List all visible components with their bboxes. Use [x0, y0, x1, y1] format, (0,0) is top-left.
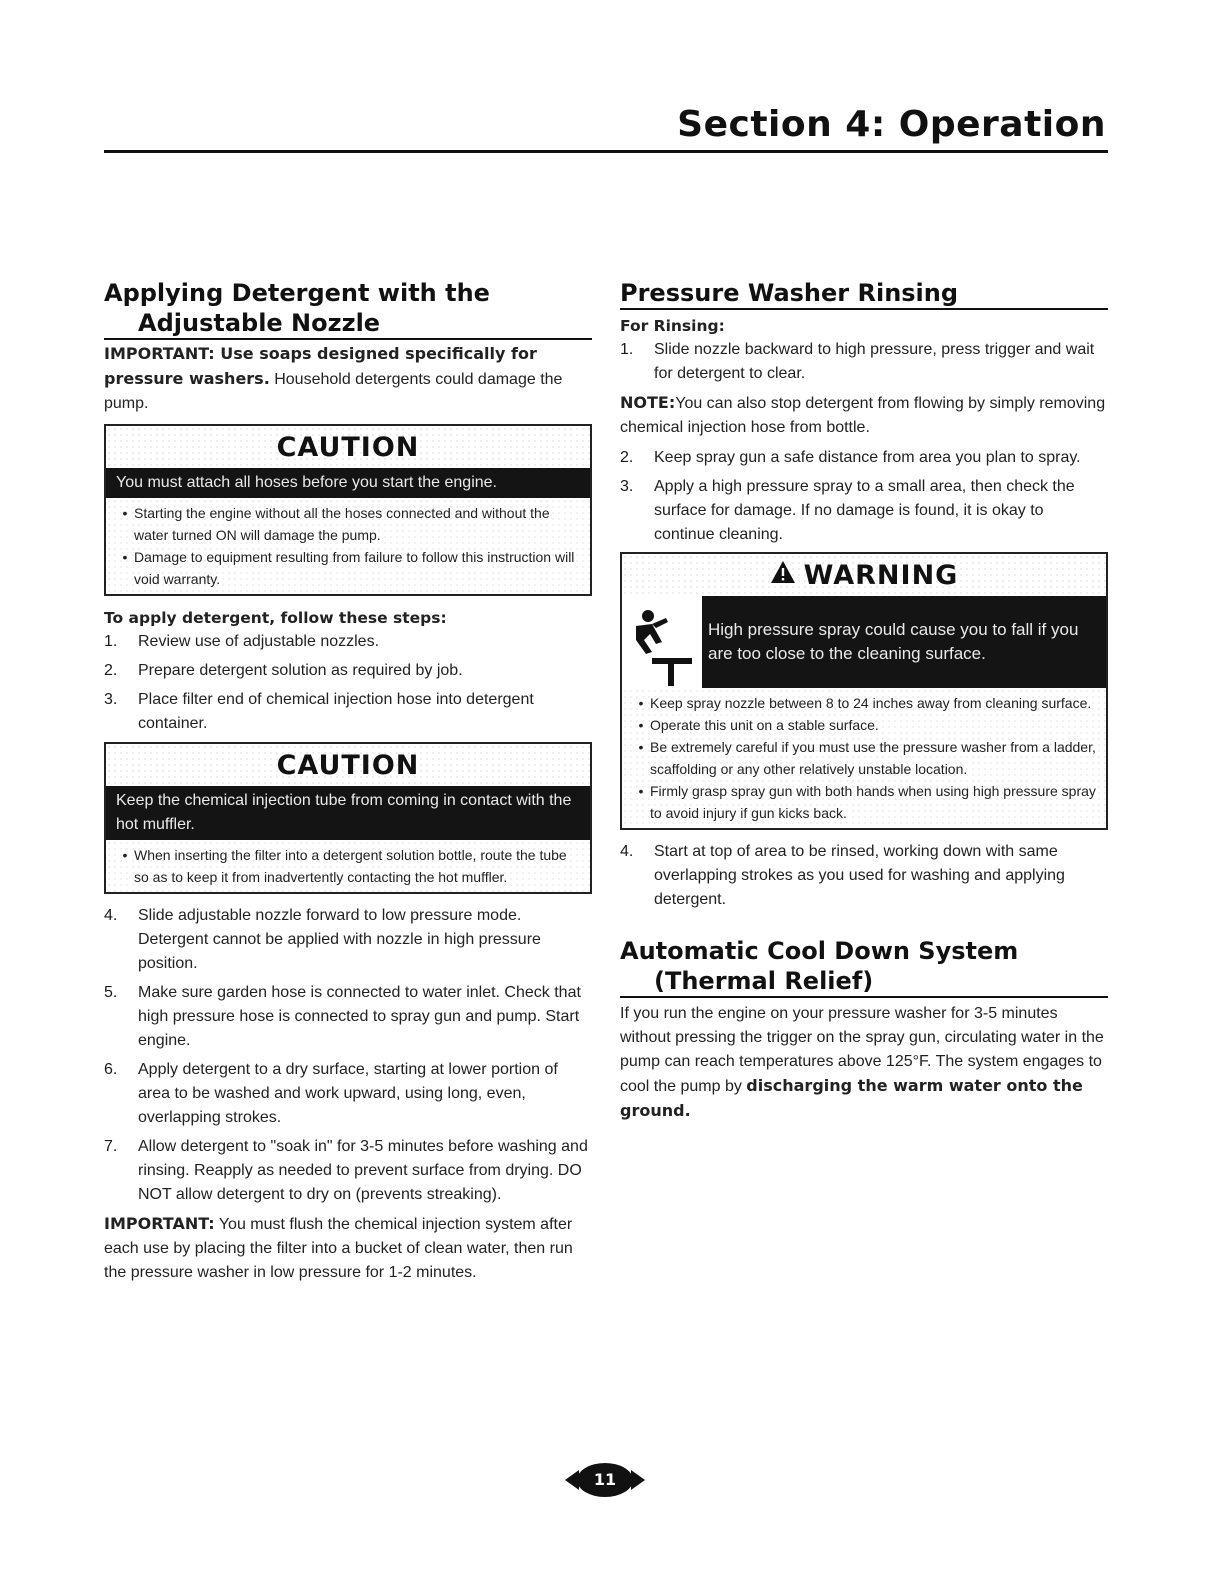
list-item	[104, 1135, 592, 1207]
for-rinsing-label: For Rinsing:	[620, 317, 725, 335]
falling-person-icon	[622, 596, 702, 688]
cooldown-text: If you run the engine on your pressure washer for 3-5 minutes without pressing the trigger on the spray gun, circulating water in the pump can reach temperatures above 125°F. The system engages to cool the pump by	[620, 1005, 1104, 1095]
left-column	[104, 278, 592, 1285]
cooldown-bold: discharging the warm water onto the ground.	[620, 1076, 1083, 1120]
warning-triangle-icon	[770, 560, 796, 591]
bullet-text: Keep spray nozzle between 8 to 24 inches away from cleaning surface.	[650, 695, 1092, 711]
step-number: 7.	[104, 1138, 118, 1155]
caution-banner: Keep the chemical injection tube from coming in contact with the hot muffler.	[106, 786, 590, 840]
step-number: 2.	[104, 662, 118, 679]
bullet-text: Starting the engine without all the hoses connected and without the water turned ON will damage the pump.	[134, 505, 550, 543]
bullet-item	[116, 502, 580, 546]
list-item	[620, 338, 1108, 386]
list-item	[104, 688, 592, 736]
bullet-item	[116, 844, 580, 888]
warning-bullets	[622, 688, 1106, 828]
detergent-heading-line2: Adjustable Nozzle	[138, 309, 381, 337]
step-text: Place filter end of chemical injection hose into detergent container.	[138, 691, 534, 732]
step-text: Apply detergent to a dry surface, starting at lower portion of area to be washed and work upward, using long, even, overlapping strokes.	[138, 1061, 558, 1126]
cooldown-paragraph	[620, 1002, 1108, 1124]
step-number: 4.	[620, 843, 634, 860]
important-rest: Household detergents could damage the pump.	[104, 371, 563, 412]
caution-bullets	[106, 498, 590, 594]
list-item	[620, 840, 1108, 912]
step-text: Make sure garden hose is connected to water inlet. Check that high pressure hose is connected to spray gun and pump. Start engine.	[138, 984, 581, 1049]
note-rest: You can also stop detergent from flowing by simply removing chemical injection hose from bottle.	[620, 395, 1106, 436]
rinsing-heading: Pressure Washer Rinsing	[620, 278, 1108, 310]
detergent-heading	[104, 278, 592, 340]
bullet-text: Firmly grasp spray gun with both hands when using high pressure spray to avoid injury if gun kicks back.	[650, 783, 1096, 821]
caution-title: CAUTION	[106, 744, 590, 786]
bullet-item	[632, 714, 1096, 736]
step-number: 1.	[620, 341, 634, 358]
bullet-icon: •	[638, 739, 644, 755]
detergent-heading-line1: Applying Detergent with the	[104, 279, 490, 307]
note-bold: NOTE:	[620, 393, 676, 412]
detergent-steps-list	[104, 630, 592, 736]
warning-header	[622, 554, 1106, 596]
list-item	[620, 446, 1108, 470]
step-text: Slide nozzle backward to high pressure, press trigger and wait for detergent to clear.	[654, 341, 1095, 382]
warning-banner	[622, 596, 1106, 688]
bullet-item	[632, 736, 1096, 780]
list-item	[620, 475, 1108, 547]
step-text: Slide adjustable nozzle forward to low pressure mode. Detergent cannot be applied with nozzle in high pressure position.	[138, 907, 541, 972]
caution-box-hoses	[104, 424, 592, 596]
page-number: 11	[593, 1470, 617, 1489]
rinsing-step-4	[620, 840, 1108, 912]
step-number: 3.	[620, 478, 634, 495]
list-item	[104, 659, 592, 683]
step-text: Allow detergent to "soak in" for 3-5 minutes before washing and rinsing. Reapply as needed to prevent surface from drying. DO NOT allow detergent to dry on (prevents streaking).	[138, 1138, 588, 1203]
detergent-steps-list-continued	[104, 904, 592, 1207]
bullet-icon: •	[122, 549, 128, 565]
step-text: Prepare detergent solution as required by job.	[138, 662, 463, 679]
step-number: 1.	[104, 633, 118, 650]
steps-heading: To apply detergent, follow these steps:	[104, 609, 447, 627]
cooldown-heading	[620, 936, 1108, 998]
bullet-icon: •	[638, 695, 644, 711]
warning-box	[620, 552, 1108, 830]
step-text: Review use of adjustable nozzles.	[138, 633, 380, 650]
list-item	[104, 630, 592, 654]
bullet-item	[632, 780, 1096, 824]
bullet-text: When inserting the filter into a detergent solution bottle, route the tube so as to keep it from inadvertently contacting the hot muffler.	[134, 847, 567, 885]
list-item	[104, 1058, 592, 1130]
caution-banner: You must attach all hoses before you start the engine.	[106, 468, 590, 498]
right-column	[620, 278, 1108, 1124]
rinsing-step-1	[620, 338, 1108, 386]
important-flush-rest: You must flush the chemical injection system after each use by placing the filter into a bucket of clean water, then run the pressure washer in low pressure for 1-2 minutes.	[104, 1216, 573, 1281]
warning-banner-text: High pressure spray could cause you to fall if you are too close to the cleaning surface.	[708, 620, 1079, 663]
important-flush-paragraph	[104, 1212, 592, 1285]
rinsing-steps-list	[620, 446, 1108, 547]
section-title: Section 4: Operation	[677, 104, 1106, 145]
caution-bullets	[106, 840, 590, 892]
bullet-text: Be extremely careful if you must use the pressure washer from a ladder, scaffolding or any other relatively unstable location.	[650, 739, 1096, 777]
step-number: 4.	[104, 907, 118, 924]
bullet-icon: •	[638, 717, 644, 733]
step-text: Keep spray gun a safe distance from area you plan to spray.	[654, 449, 1081, 466]
bullet-item	[632, 692, 1096, 714]
note-paragraph	[620, 391, 1108, 440]
cooldown-heading-line1: Automatic Cool Down System	[620, 937, 1019, 965]
important-bold: IMPORTANT: Use soaps designed specifically for pressure washers.	[104, 344, 537, 388]
step-text: Start at top of area to be rinsed, working down with same overlapping strokes as you used for washing and applying detergent.	[654, 843, 1065, 908]
step-number: 3.	[104, 691, 118, 708]
bullet-text: Operate this unit on a stable surface.	[650, 717, 879, 733]
caution-box-muffler	[104, 742, 592, 894]
bullet-icon: •	[122, 847, 128, 863]
important-paragraph	[104, 342, 592, 416]
bullet-item	[116, 546, 580, 590]
caution-title: CAUTION	[106, 426, 590, 468]
warning-title: WARNING	[803, 559, 959, 591]
important-flush-bold: IMPORTANT:	[104, 1214, 215, 1233]
step-text: Apply a high pressure spray to a small area, then check the surface for damage. If no damage is found, it is okay to continue cleaning.	[654, 478, 1075, 543]
bullet-icon: •	[122, 505, 128, 521]
step-number: 2.	[620, 449, 634, 466]
list-item	[104, 981, 592, 1053]
step-number: 6.	[104, 1061, 118, 1078]
list-item	[104, 904, 592, 976]
bullet-icon: •	[638, 783, 644, 799]
step-number: 5.	[104, 984, 118, 1001]
bullet-text: Damage to equipment resulting from failure to follow this instruction will void warranty.	[134, 549, 575, 587]
page-number-badge	[565, 1462, 645, 1498]
header-rule	[104, 150, 1108, 153]
cooldown-heading-line2: (Thermal Relief)	[654, 967, 874, 995]
